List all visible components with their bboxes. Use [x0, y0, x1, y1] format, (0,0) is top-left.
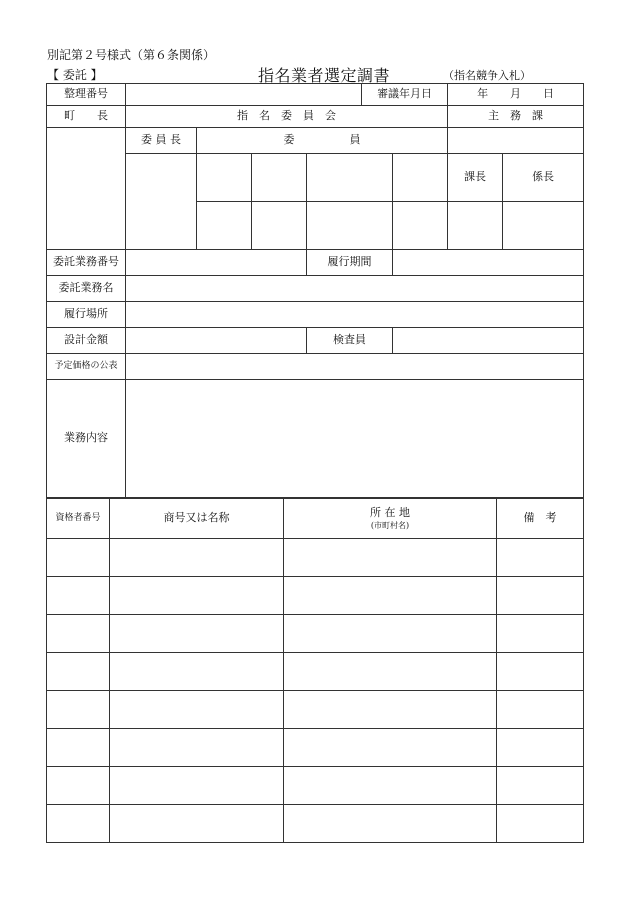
- remarks-cell[interactable]: [497, 691, 584, 729]
- main-office-blank: [448, 128, 584, 154]
- address-cell[interactable]: [284, 615, 497, 653]
- chair-seal-box[interactable]: [126, 154, 197, 250]
- address-header: [284, 499, 497, 539]
- form-reference: 別記第２号様式（第６条関係）: [47, 48, 216, 62]
- contract-no-label: 委託業務番号: [47, 250, 126, 276]
- inspector-field[interactable]: [393, 328, 584, 354]
- contractor-list-header: [47, 499, 584, 539]
- table-row: [47, 539, 584, 577]
- ref-number-field[interactable]: [126, 84, 362, 106]
- remarks-cell[interactable]: [497, 539, 584, 577]
- section-chief-seal-box[interactable]: [448, 202, 503, 250]
- qualification-no-cell[interactable]: [47, 539, 110, 577]
- company-name-header: 商号又は名称: [110, 499, 284, 539]
- review-date-label: 審議年月日: [362, 84, 448, 106]
- work-content-label: 業務内容: [47, 380, 126, 498]
- period-field[interactable]: [393, 250, 584, 276]
- remarks-header: 備 考: [497, 499, 584, 539]
- document-subtitle: （指名競争入札）: [443, 69, 531, 82]
- subsection-chief-label: 係長: [503, 154, 584, 202]
- qualification-no-cell[interactable]: [47, 577, 110, 615]
- member-seal-box-1[interactable]: [197, 154, 252, 202]
- company-name-cell[interactable]: [110, 767, 284, 805]
- design-amount-label: 設計金額: [47, 328, 126, 354]
- remarks-cell[interactable]: [497, 653, 584, 691]
- contract-no-field[interactable]: [126, 250, 307, 276]
- work-content-field[interactable]: [126, 380, 584, 498]
- address-cell[interactable]: [284, 539, 497, 577]
- chair-label: 委 員 長: [126, 128, 197, 154]
- member-seal-box-2[interactable]: [252, 154, 307, 202]
- company-name-cell[interactable]: [110, 653, 284, 691]
- table-row: [47, 615, 584, 653]
- review-date-field[interactable]: 年 月 日: [448, 84, 584, 106]
- period-label: 履行期間: [307, 250, 393, 276]
- mayor-label: 町 長: [47, 106, 126, 128]
- qualification-no-cell[interactable]: [47, 691, 110, 729]
- member-seal-box-7[interactable]: [307, 202, 393, 250]
- qualification-no-cell[interactable]: [47, 805, 110, 843]
- qualification-no-cell[interactable]: [47, 615, 110, 653]
- price-disclosure-label: 予定価格の公表: [47, 354, 126, 380]
- approval-form-table: [46, 83, 584, 498]
- member-seal-box-5[interactable]: [197, 202, 252, 250]
- qualification-no-cell[interactable]: [47, 729, 110, 767]
- document-title: 指名業者選定調書: [258, 66, 391, 85]
- member-label: 委 員: [197, 128, 448, 154]
- contractor-list-table: [46, 498, 584, 843]
- company-name-cell[interactable]: [110, 805, 284, 843]
- remarks-cell[interactable]: [497, 767, 584, 805]
- subsection-chief-seal-box[interactable]: [503, 202, 584, 250]
- address-cell[interactable]: [284, 729, 497, 767]
- address-cell[interactable]: [284, 767, 497, 805]
- company-name-cell[interactable]: [110, 691, 284, 729]
- committee-label: 指 名 委 員 会: [126, 106, 448, 128]
- member-seal-box-4[interactable]: [393, 154, 448, 202]
- contract-name-field[interactable]: [126, 276, 584, 302]
- qualification-no-cell[interactable]: [47, 767, 110, 805]
- table-row: [47, 767, 584, 805]
- remarks-cell[interactable]: [497, 577, 584, 615]
- company-name-cell[interactable]: [110, 539, 284, 577]
- remarks-cell[interactable]: [497, 615, 584, 653]
- table-row: [47, 653, 584, 691]
- table-row: [47, 805, 584, 843]
- address-cell[interactable]: [284, 577, 497, 615]
- contract-name-label: 委託業務名: [47, 276, 126, 302]
- design-amount-field[interactable]: [126, 328, 307, 354]
- category-label: 【 委託 】: [47, 68, 103, 82]
- section-chief-label: 課長: [448, 154, 503, 202]
- location-field[interactable]: [126, 302, 584, 328]
- location-label: 履行場所: [47, 302, 126, 328]
- main-office-label: 主 務 課: [448, 106, 584, 128]
- address-cell[interactable]: [284, 805, 497, 843]
- company-name-cell[interactable]: [110, 729, 284, 767]
- table-row: [47, 729, 584, 767]
- address-header-main: 所 在 地: [370, 506, 410, 520]
- company-name-cell[interactable]: [110, 615, 284, 653]
- remarks-cell[interactable]: [497, 729, 584, 767]
- member-seal-box-8[interactable]: [393, 202, 448, 250]
- table-row: [47, 691, 584, 729]
- qualification-no-cell[interactable]: [47, 653, 110, 691]
- qualification-no-header: 資格者番号: [47, 499, 110, 539]
- member-seal-box-3[interactable]: [307, 154, 393, 202]
- inspector-label: 検査員: [307, 328, 393, 354]
- company-name-cell[interactable]: [110, 577, 284, 615]
- table-row: [47, 577, 584, 615]
- address-cell[interactable]: [284, 653, 497, 691]
- address-header-sub: (市町村名): [370, 520, 410, 530]
- member-seal-box-6[interactable]: [252, 202, 307, 250]
- mayor-seal-box[interactable]: [47, 128, 126, 250]
- address-cell[interactable]: [284, 691, 497, 729]
- price-disclosure-field[interactable]: [126, 354, 584, 380]
- ref-number-label: 整理番号: [47, 84, 126, 106]
- remarks-cell[interactable]: [497, 805, 584, 843]
